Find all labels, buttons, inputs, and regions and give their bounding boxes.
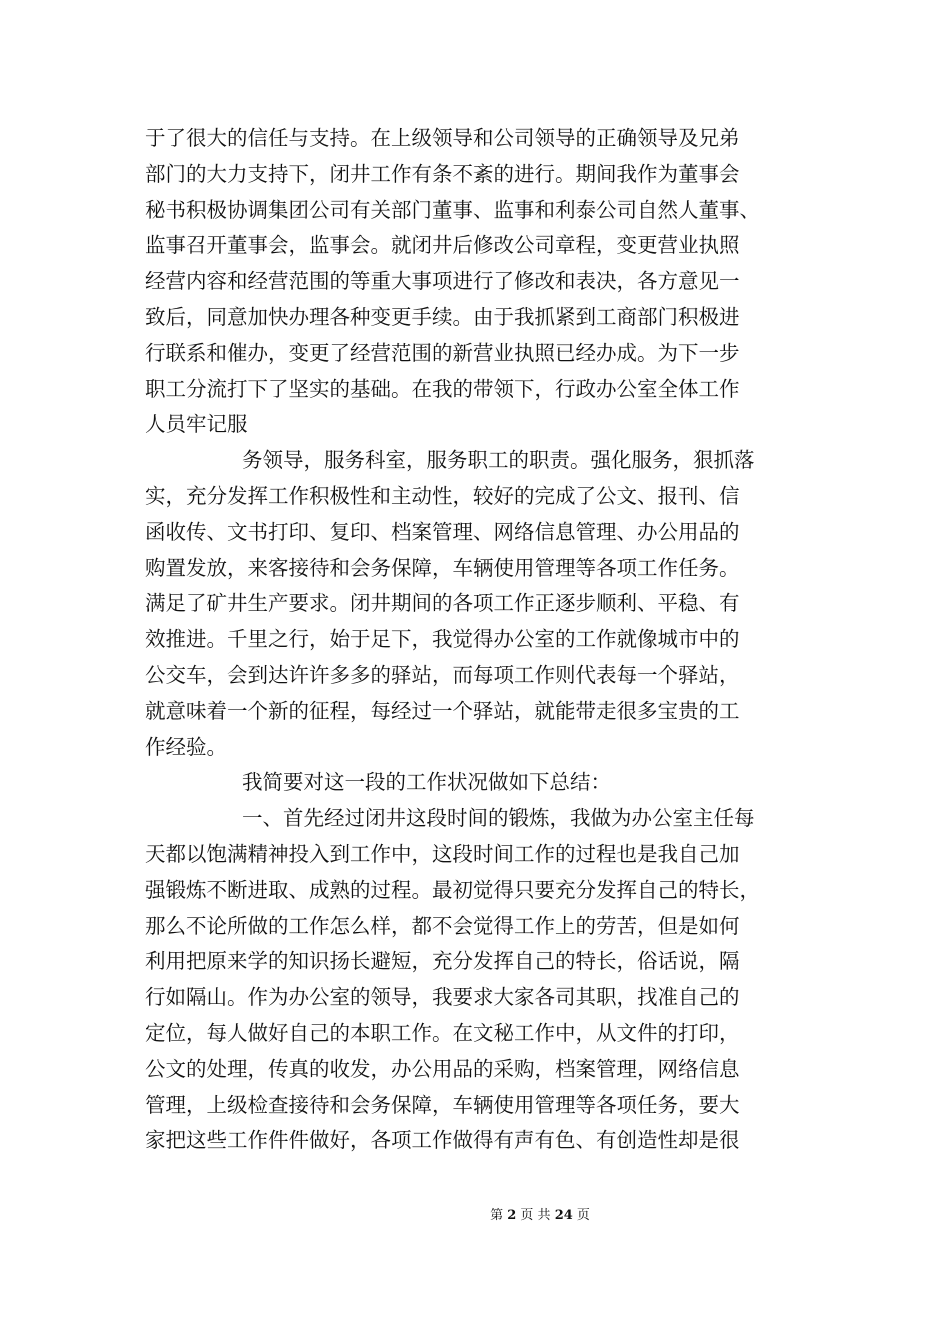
text-line: 公交车，会到达许许多多的驿站，而每项工作则代表每一个驿站， [145, 662, 740, 687]
text-line: 经营内容和经营范围的等重大事项进行了修改和表决，各方意见一 [145, 269, 740, 294]
text-line: 监事召开董事会，监事会。就闭井后修改公司章程，变更营业执照 [145, 233, 740, 258]
text-line: 公文的处理，传真的收发，办公用品的采购，档案管理，网络信息 [145, 1056, 740, 1081]
text-line: 秘书积极协调集团公司有关部门董事、监事和利泰公司自然人董事、 [145, 197, 760, 222]
text-line: 定位，每人做好自己的本职工作。在文秘工作中，从文件的打印， [145, 1020, 740, 1045]
text-line: 我简要对这一段的工作状况做如下总结： [242, 770, 611, 795]
text-line: 管理，上级检查接待和会务保障，车辆使用管理等各项任务，要大 [145, 1092, 740, 1117]
text-line: 行如隔山。作为办公室的领导，我要求大家各司其职，找准自己的 [145, 985, 740, 1010]
page-footer [0, 1204, 950, 1223]
text-line: 职工分流打下了坚实的基础。在我的带领下，行政办公室全体工作 [145, 376, 740, 401]
footer-prefix: 第 [490, 1208, 504, 1223]
text-line: 致后，同意加快办理各种变更手续。由于我抓紧到工商部门积极进 [145, 304, 740, 329]
footer-suffix: 页 [576, 1208, 590, 1223]
text-line: 部门的大力支持下，闭井工作有条不紊的进行。期间我作为董事会 [145, 161, 740, 186]
text-line: 于了很大的信任与支持。在上级领导和公司领导的正确领导及兄弟 [145, 126, 740, 150]
text-line: 效推进。千里之行，始于足下，我觉得办公室的工作就像城市中的 [145, 627, 740, 652]
text-line: 实，充分发挥工作积极性和主动性，较好的完成了公文、报刊、信 [145, 483, 740, 508]
text-line: 就意味着一个新的征程，每经过一个驿站，就能带走很多宝贵的工 [145, 698, 740, 723]
text-line: 购置发放，来客接待和会务保障，车辆使用管理等各项工作任务。 [145, 555, 740, 580]
text-line: 函收传、文书打印、复印、档案管理、网络信息管理、办公用品的 [145, 519, 740, 544]
footer-total-pages: 24 [554, 1208, 573, 1223]
text-line: 作经验。 [145, 734, 227, 759]
footer-middle: 页 共 [520, 1208, 551, 1223]
text-line: 行联系和催办，变更了经营范围的新营业执照已经办成。为下一步 [145, 340, 740, 365]
text-line: 天都以饱满精神投入到工作中，这段时间工作的过程也是我自己加 [145, 841, 740, 866]
body-text [145, 121, 815, 1159]
footer-current-page: 2 [507, 1208, 517, 1223]
text-line: 务领导，服务科室，服务职工的职责。强化服务，狠抓落 [242, 448, 755, 473]
text-line: 一、首先经过闭井这段时间的锻炼，我做为办公室主任每 [242, 806, 755, 831]
text-line: 那么不论所做的工作怎么样，都不会觉得工作上的劳苦，但是如何 [145, 913, 740, 938]
text-line: 满足了矿井生产要求。闭井期间的各项工作正逐步顺利、平稳、有 [145, 591, 740, 616]
text-line: 利用把原来学的知识扬长避短，充分发挥自己的特长，俗话说，隔 [145, 949, 740, 974]
text-line: 人员牢记服 [145, 412, 248, 437]
text-line: 强锻炼不断进取、成熟的过程。最初觉得只要充分发挥自己的特长， [145, 877, 760, 902]
text-line: 家把这些工作件件做好，各项工作做得有声有色、有创造性却是很 [145, 1128, 740, 1153]
